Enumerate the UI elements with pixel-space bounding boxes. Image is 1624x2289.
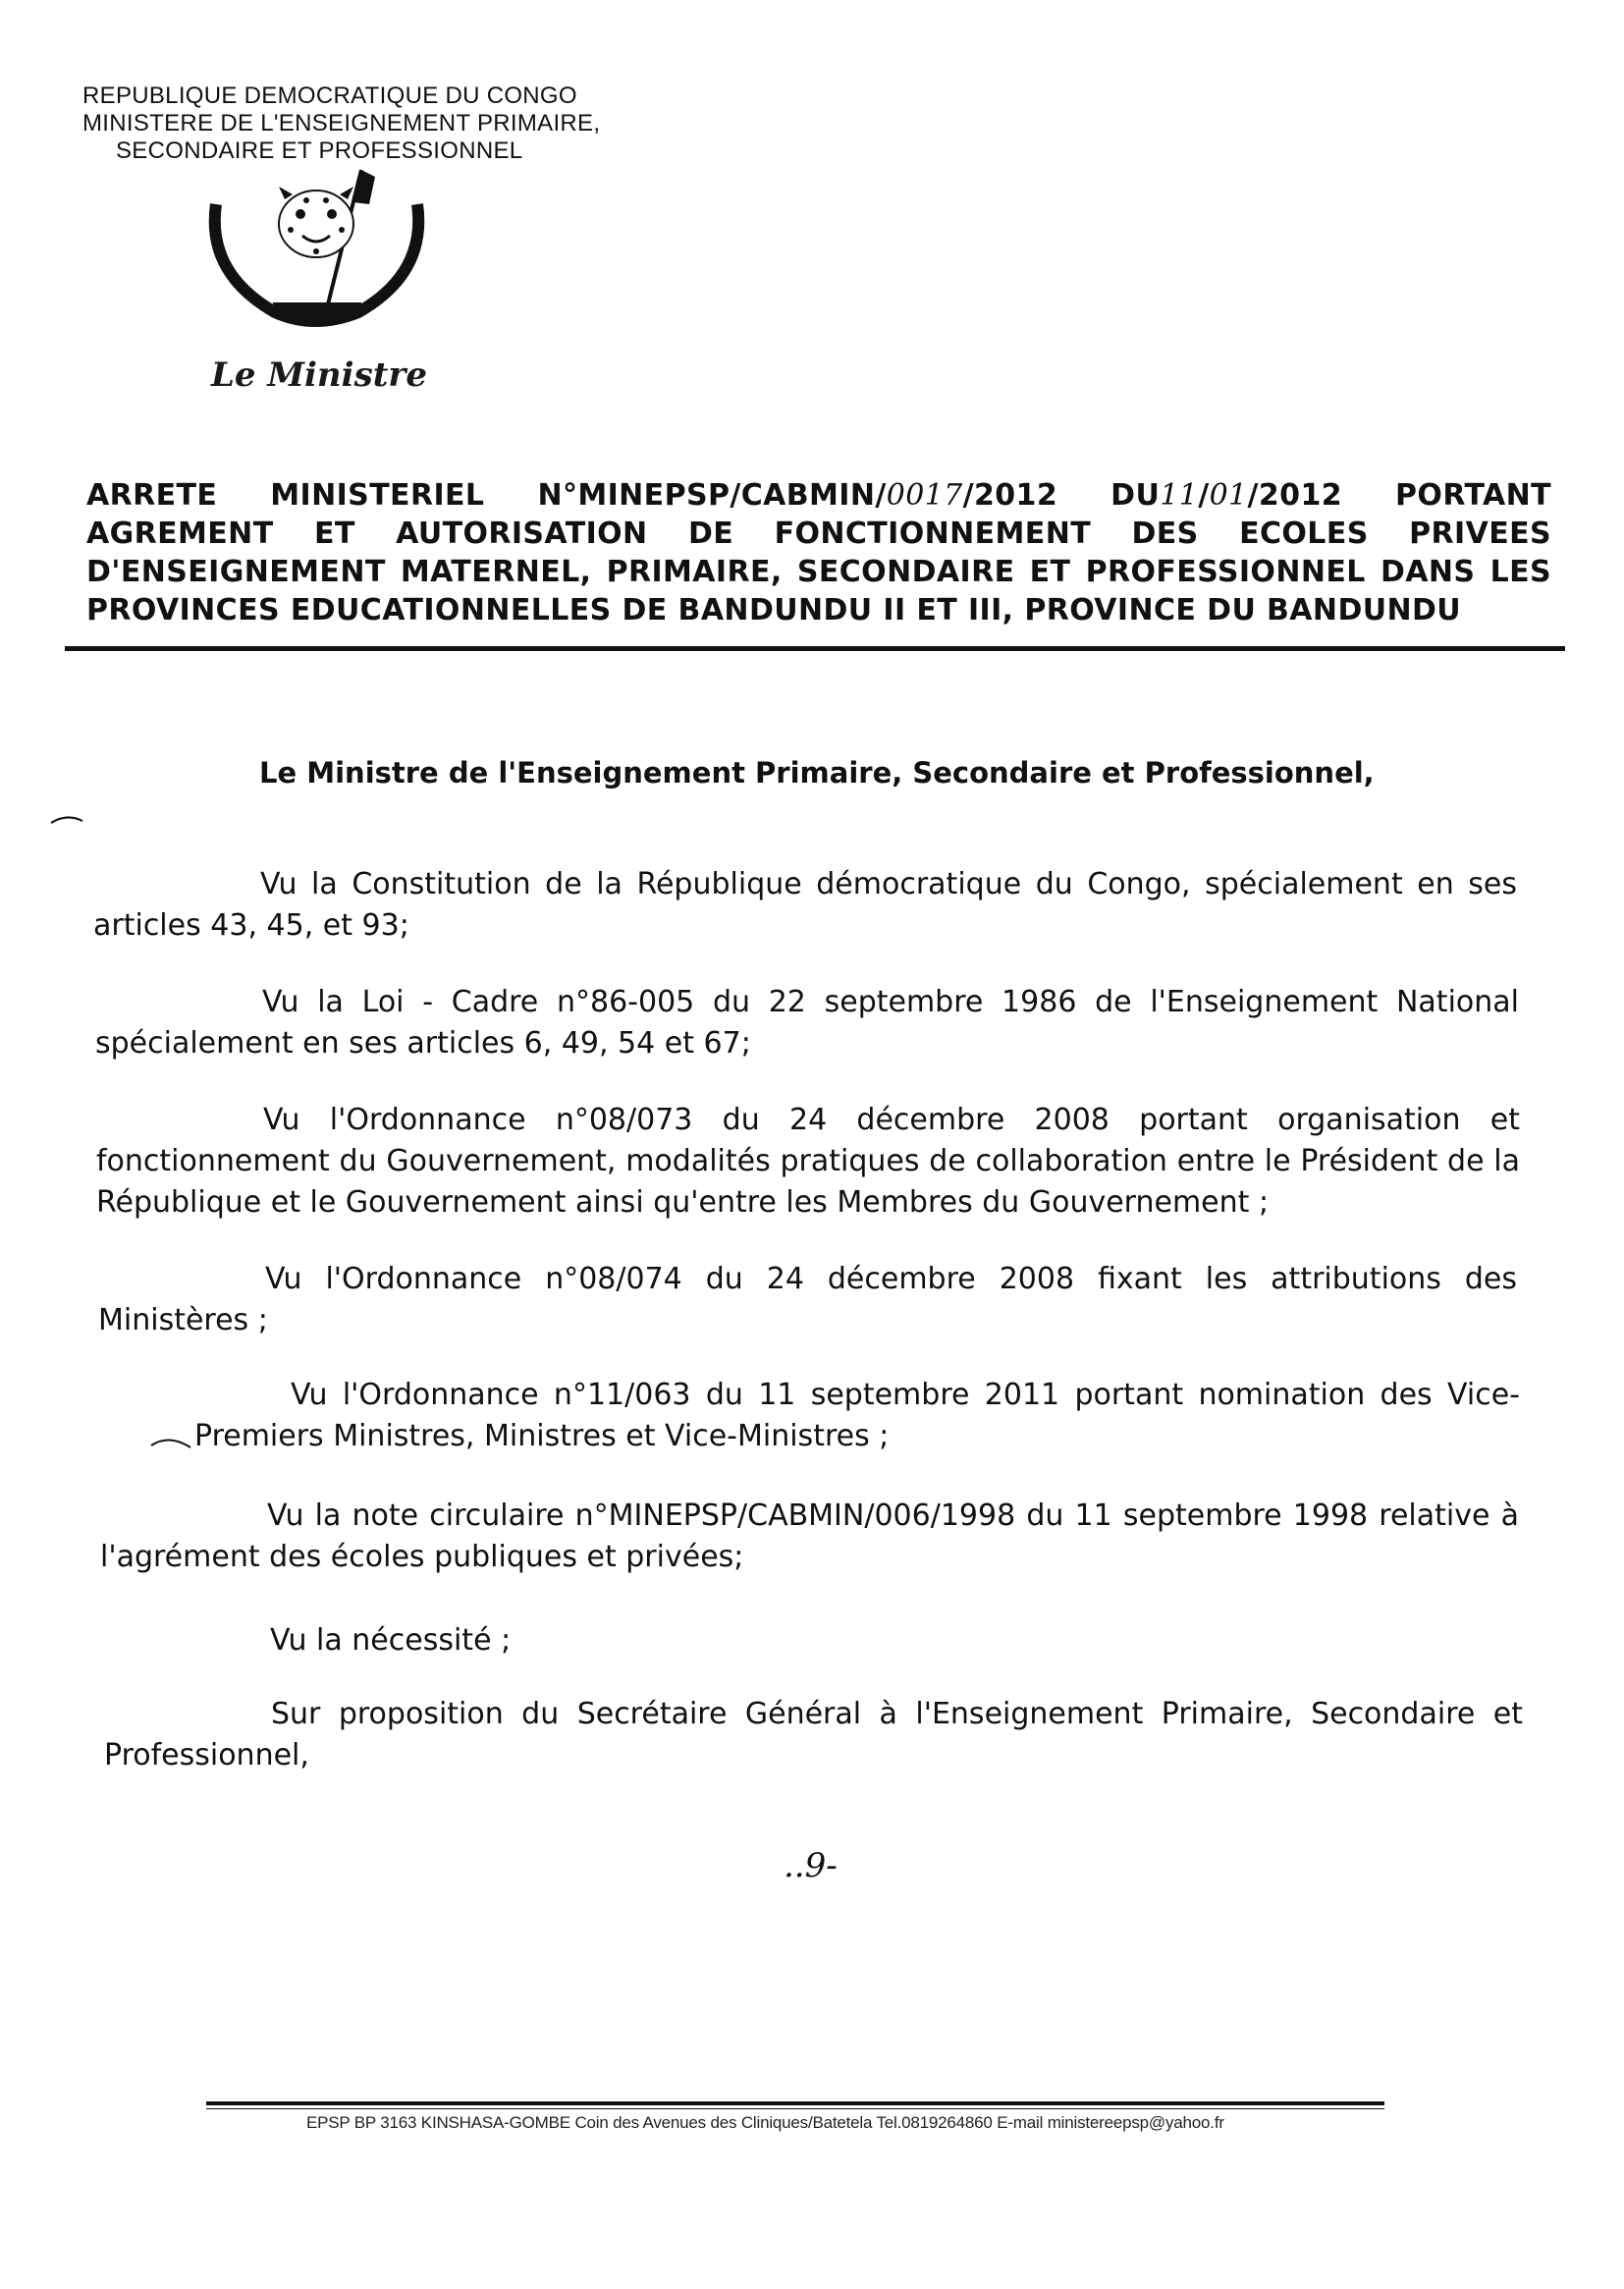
footer-contact: EPSP BP 3163 KINSHASA-GOMBE Coin des Avenues des Cliniques/Batetela Tel.0819264860 E-mail ministereepsp@yahoo.fr [306, 2113, 1224, 2132]
minister-heading: Le Ministre de l'Enseignement Primaire, Secondaire et Professionnel, [259, 756, 1375, 790]
decree-month: 01 [1209, 478, 1248, 513]
handwritten-initials: ..9- [784, 1846, 838, 1885]
title-line-1-du: /2012 DU [962, 478, 1161, 513]
paragraph-note-circulaire [100, 1496, 1519, 1578]
date-separator: / [1198, 478, 1210, 513]
title-line-4: PROVINCES EDUCATIONNELLES DE BANDUNDU II ET III, PROVINCE DU BANDUNDU [86, 593, 1462, 627]
title-line-2: AGREMENT ET AUTORISATION DE FONCTIONNEMENT DES ECOLES PRIVEES [86, 517, 1551, 551]
paragraph-proposition [104, 1694, 1523, 1776]
paragraph-text: Vu l'Ordonnance n°08/074 du 24 décembre 2008 fixant les attributions des Ministères ; [98, 1262, 1517, 1337]
scan-mark-icon [49, 813, 84, 827]
title-line-1 [86, 476, 1551, 515]
paragraph-ordonnance-08-073 [96, 1100, 1520, 1224]
decree-title [86, 476, 1551, 629]
paragraph-necessite: Vu la nécessité ; [270, 1623, 512, 1658]
title-line-3: D'ENSEIGNEMENT MATERNEL, PRIMAIRE, SECONDAIRE ET PROFESSIONNEL DANS LES [86, 555, 1551, 589]
paragraph-text: Vu l'Ordonnance n°11/063 du 11 septembre 2011 portant nomination des Vice-Premiers Ministres, Ministres et Vice-Ministres ; [194, 1378, 1520, 1453]
decree-day: 11 [1160, 478, 1199, 513]
decree-number: 0017 [886, 478, 963, 513]
paragraph-loi-cadre [95, 982, 1519, 1064]
header-country: REPUBLIQUE DEMOCRATIQUE DU CONGO [82, 82, 577, 109]
title-line-1-prefix: ARRETE MINISTERIEL N°MINEPSP/CABMIN/ [86, 478, 887, 513]
paragraph-text: Vu la Loi - Cadre n°86-005 du 22 septembre 1986 de l'Enseignement National spécialement en ses articles 6, 49, 54 et 67; [95, 985, 1519, 1061]
scan-mark-icon [147, 1434, 194, 1455]
header-ministry-cont: SECONDAIRE ET PROFESSIONNEL [116, 137, 523, 164]
footer-rule-thin [206, 2108, 1384, 2109]
paragraph-ordonnance-08-074 [98, 1259, 1517, 1341]
paragraph-constitution [93, 864, 1517, 947]
title-underline [65, 646, 1565, 651]
minister-signature-label: Le Ministre [211, 355, 427, 395]
footer-rule [206, 2101, 1384, 2105]
paragraph-ordonnance-11-063 [194, 1375, 1520, 1457]
title-line-1-suffix: /2012 PORTANT [1247, 478, 1551, 513]
leopard-coat-of-arms-icon [196, 165, 442, 337]
paragraph-text: Sur proposition du Secrétaire Général à l'Enseignement Primaire, Secondaire et Professionnel, [104, 1697, 1523, 1772]
header-ministry: MINISTERE DE L'ENSEIGNEMENT PRIMAIRE, [82, 110, 601, 136]
paragraph-text: Vu la note circulaire n°MINEPSP/CABMIN/006/1998 du 11 septembre 1998 relative à l'agrément des écoles publiques et privées; [100, 1499, 1519, 1574]
paragraph-text: Vu la Constitution de la République démocratique du Congo, spécialement en ses articles 43, 45, et 93; [93, 867, 1517, 943]
paragraph-text: Vu l'Ordonnance n°08/073 du 24 décembre 2008 portant organisation et fonctionnement du Gouvernement, modalités pratiques de collaboration entre le Président de la République et le Gouvernement ainsi qu'entre les Membres du Gouvernement ; [96, 1103, 1520, 1220]
